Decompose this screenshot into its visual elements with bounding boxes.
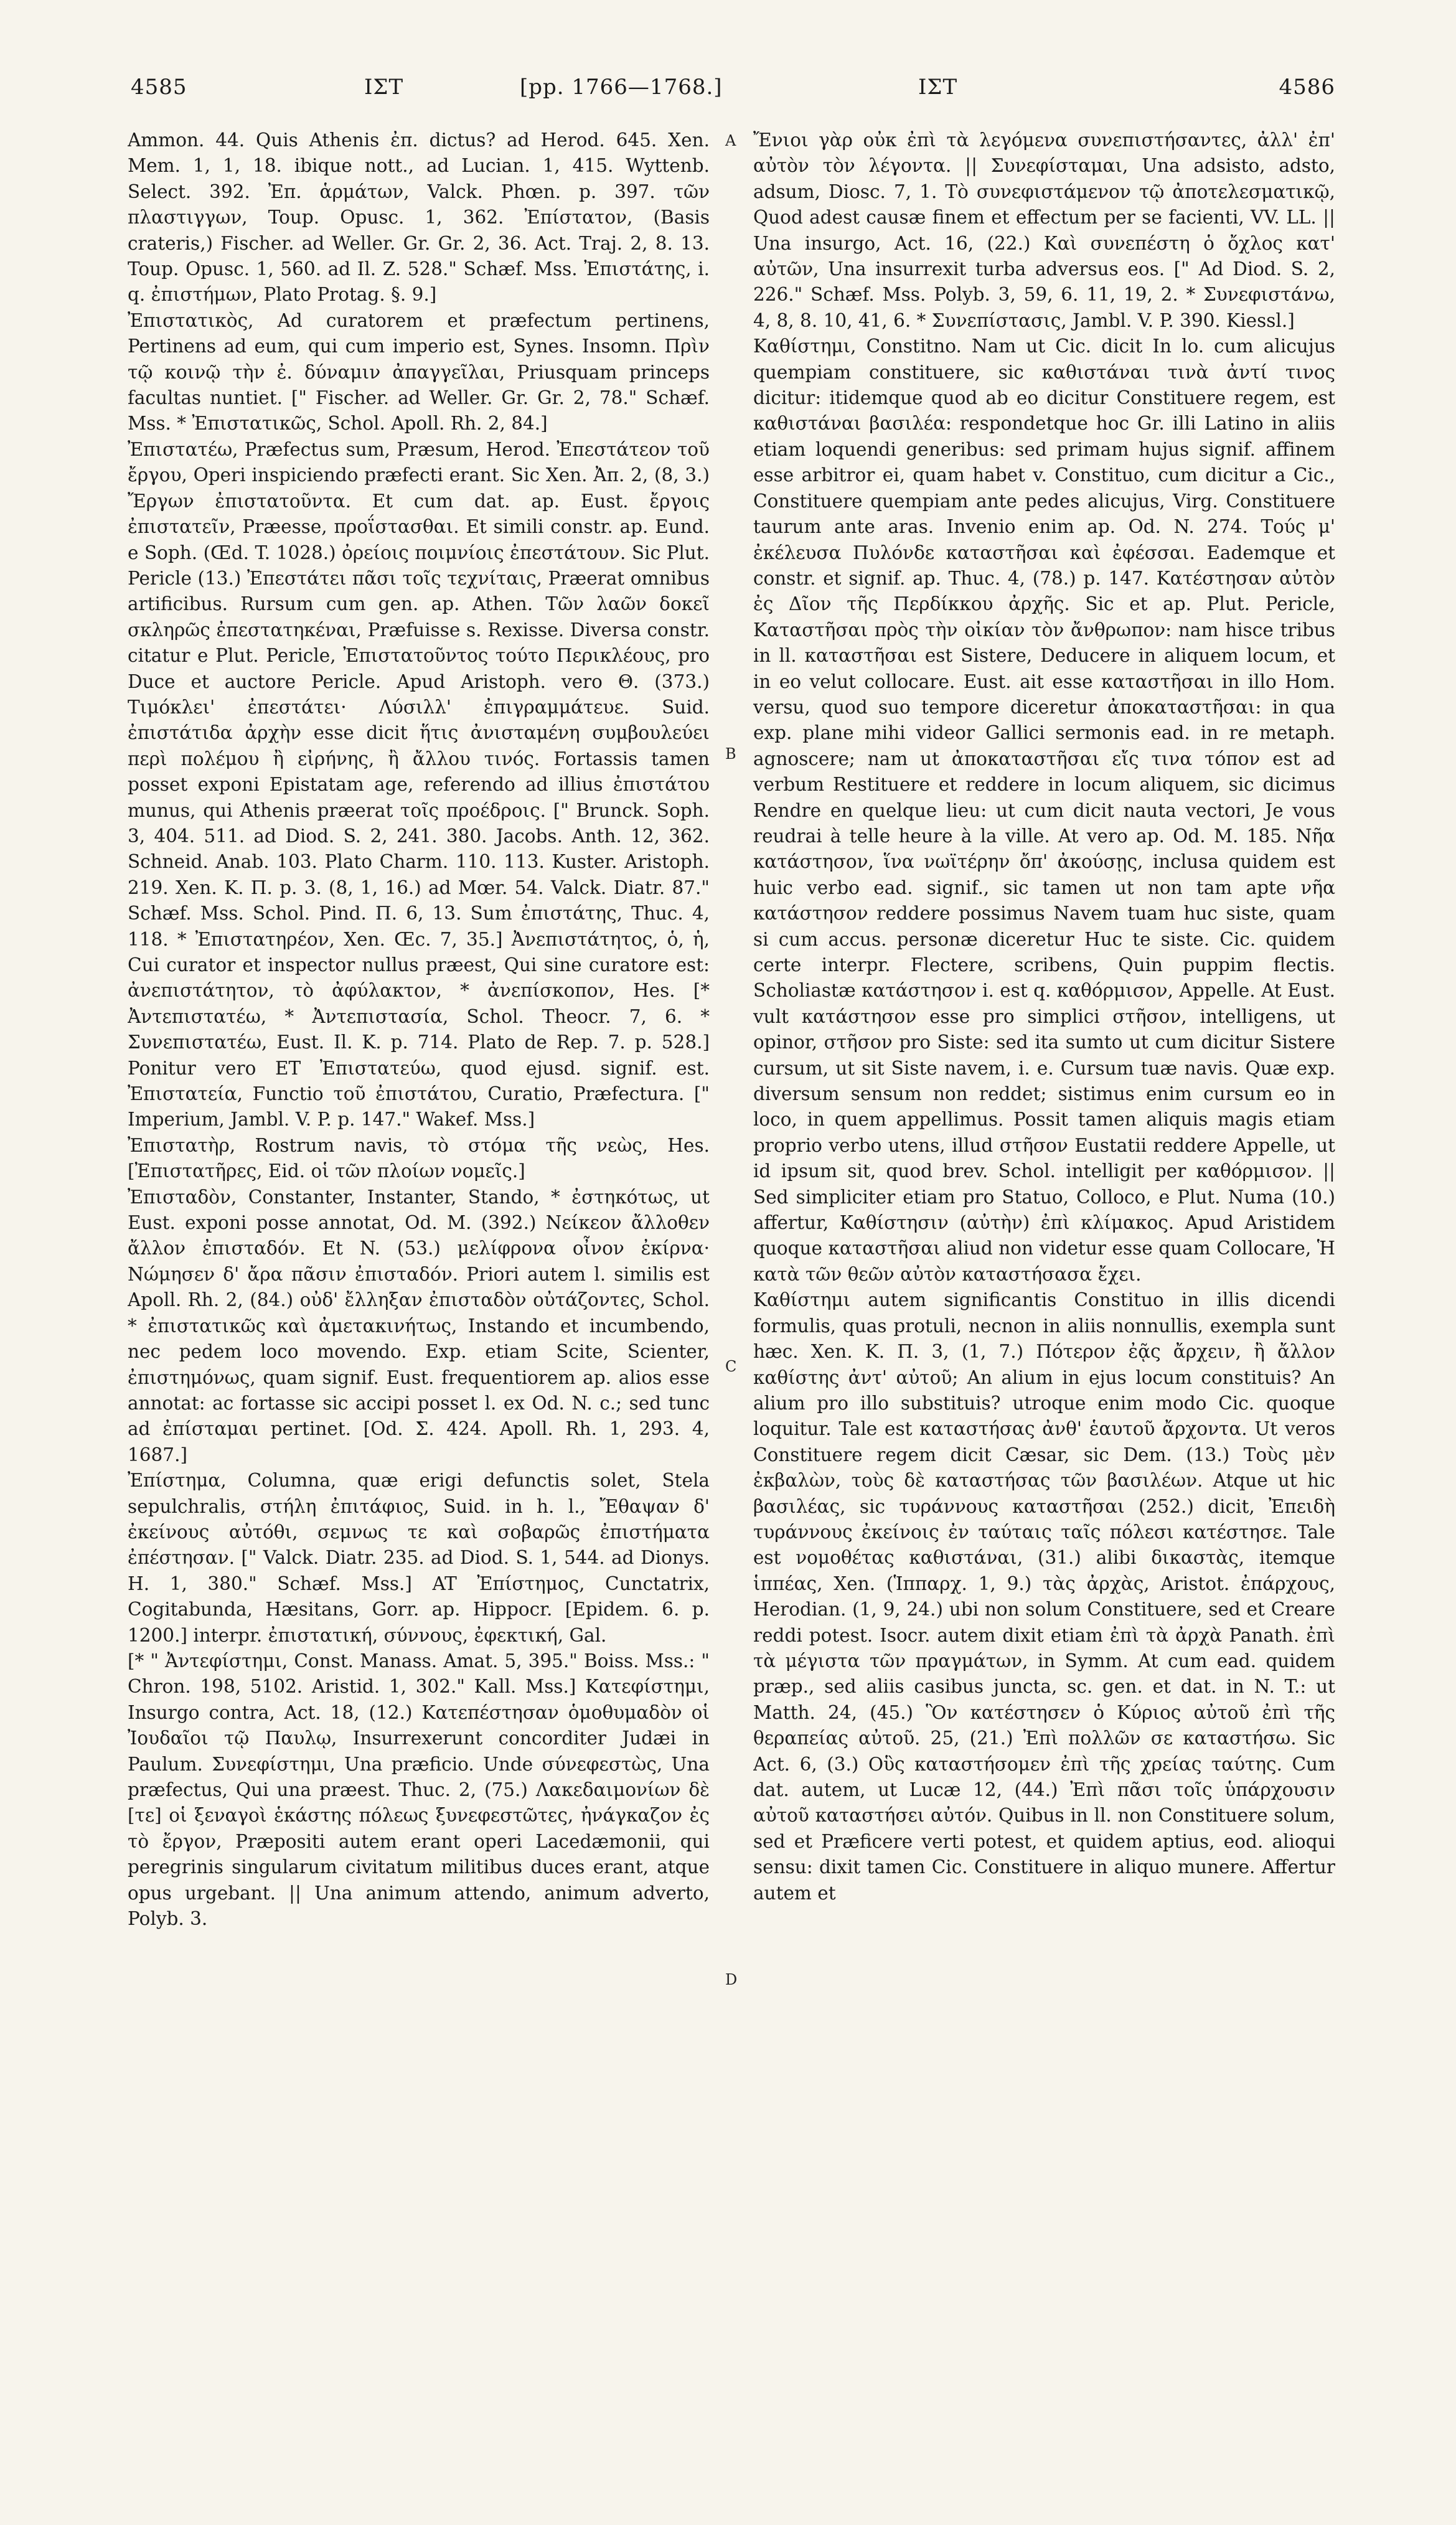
entry-paragraph: Ἐπίστημα, Columna, quæ erigi defunctis solet, Stela sepulchralis, στήλη ἐπιτάφιος, Suid. in h. l., Ἔθαψαν δ' ἐκείνους αὐτόθι, σεμνως τε καὶ σοβαρῶς ἐπιστήματα ἐπέστησαν. [" Valck. Diatr. 235. ad Diod. S. 1, 544. ad Dionys. H. 1, 380." Schæf. Mss.] AT Ἐπίστημος, Cunctatrix, Cogitabunda, Hæsitans, Gorr. ap. Hippocr. [Epidem. 6. p. 1200.] interpr. ἐπιστατική, σύννους, ἐφεκτική, Gal.: [128, 1470, 710, 1646]
right-column: [753, 128, 1335, 2475]
left-page-number: 4585: [131, 75, 187, 100]
entry-paragraph: Ἔνιοι γὰρ οὐκ ἐπὶ τὰ λεγόμενα συνεπιστήσαντες, ἀλλ' ἐπ' αὐτὸν τὸν λέγοντα. || Συνεφίσταμαι, Una adsisto, adsto, adsum, Diosc. 7, 1. Τὸ συνεφιστάμενον τῷ ἀποτελεσματικῷ, Quod adest causæ finem et effectum per se facienti, VV. LL. || Una insurgo, Act. 16, (22.) Καὶ συνεπέστη ὁ ὄχλος κατ' αὐτῶν, Una insurrexit turba adversus eos. [" Ad Diod. S. 2, 226." Schæf. Mss. Polyb. 3, 59, 6. 11, 19, 2. * Συνεφιστάνω, 4, 8, 8. 10, 41, 6. * Συνεπίστασις, Jambl. V. P. 390. Kiessl.]: [753, 129, 1335, 331]
entry-paragraph: Ammon. 44. Quis Athenis ἐπ. dictus? ad Herod. 645. Xen. Mem. 1, 1, 18. ibique nott., ad Lucian. 1, 415. Wyttenb. Select. 392. Ἐπ. ἁρμάτων, Valck. Phœn. p. 397. τῶν πλαστιγγων, Toup. Opusc. 1, 362. Ἐπίστατον, (Basis crateris,) Fischer. ad Weller. Gr. Gr. 2, 36. Act. Traj. 2, 8. 13. Toup. Opusc. 1, 560. ad Il. Z. 528." Schæf. Mss. Ἐπιστάτης, i. q. ἐπιστήμων, Plato Protag. §. 9.]: [128, 129, 710, 306]
entry-paragraph: Καθίστημι autem significantis Constituo in illis dicendi formulis, quas protuli, necnon in aliis nonnullis, exempla sunt hæc. Xen. K. Π. 3, (1, 7.) Πότερον ἐᾷς ἄρχειν, ἢ ἄλλον καθίστης ἀντ' αὐτοῦ; An alium in ejus locum constituis? An alium pro illo substituis? utroque enim modo Cic. quoque loquitur. Tale est καταστήσας ἀνθ' ἑαυτοῦ ἄρχοντα. Ut veros Constituere regem dicit Cæsar, sic Dem. (13.) Τοὺς μὲν ἐκβαλὼν, τοὺς δὲ καταστήσας τῶν βασιλέων. Atque ut hic βασιλέας, sic τυράννους καταστῆσαι (252.) dicit, Ἐπειδὴ τυράννους ἐκείνοις ἐν ταύταις ταῖς πόλεσι κατέστησε. Tale est νομοθέτας καθιστάναι, (31.) alibi δικαστὰς, itemque ἱππέας, Xen. (Ἱππαρχ. 1, 9.) τὰς ἀρχὰς, Aristot. ἐπάρχους, Herodian. (1, 9, 24.) ubi non solum Constituere, sed et Creare reddi potest. Isocr. autem dixit etiam ἐπὶ τὰ ἀρχὰ Panath. ἐπὶ τὰ μέγιστα τῶν πραγμάτων, in Symm. At cum ead. quidem præp., sed aliis casibus juncta, sc. gen. et dat. in N. T.: ut Matth. 24, (45.) Ὃν κατέστησεν ὁ Κύριος αὐτοῦ ἐπὶ τῆς θεραπείας αὐτοῦ. 25, (21.) Ἐπὶ πολλῶν σε καταστήσω. Sic Act. 6, (3.) Οὓς καταστήσομεν ἐπὶ τῆς χρείας ταύτης. Cum dat. autem, ut Lucæ 12, (44.) Ἐπὶ πᾶσι τοῖς ὑπάρχουσιν αὐτοῦ καταστήσει αὐτόν. Quibus in ll. non Constituere solum, sed et Præficere verti potest, et quidem aptius, eod. alioqui sensu: dixit tamen Cic. Constituere in aliquo munere. Affertur autem et: [753, 1289, 1335, 1904]
left-column: [128, 128, 710, 2475]
section-marker-d: D: [725, 1971, 738, 1988]
entry-paragraph: Ἐπιστατὴρ, Rostrum navis, τὸ στόμα τῆς νεὼς, Hes. [Ἐπιστατῆρες, Eid. οἱ τῶν πλοίων νομεῖς.]: [128, 1134, 710, 1182]
entry-paragraph: Ἐπιστατικὸς, Ad curatorem et præfectum pertinens, Pertinens ad eum, qui cum imperio est, Synes. Insomn. Πρὶν τῷ κοινῷ τὴν ἐ. δύναμιν ἀπαγγεῖλαι, Priusquam princeps facultas nuntiet. [" Fischer. ad Weller. Gr. Gr. 2, 78." Schæf. Mss. * Ἐπιστατικῶς, Schol. Apoll. Rh. 2, 84.]: [128, 309, 710, 435]
running-header: [131, 75, 1335, 112]
section-marker-b: B: [725, 745, 736, 763]
entry-paragraph: Ἐπιστατέω, Præfectus sum, Præsum, Herod. Ἐπεστάτεον τοῦ ἔργου, Operi inspiciendo præfecti erant. Sic Xen. Ἀπ. 2, (8, 3.) Ἔργων ἐπιστατοῦντα. Et cum dat. ap. Eust. ἔργοις ἐπιστατεῖν, Præesse, προΐστασθαι. Et simili constr. ap. Eund. e Soph. (Œd. T. 1028.) ὀρείοις ποιμνίοις ἐπεστάτουν. Sic Plut. Pericle (13.) Ἐπεστάτει πᾶσι τοῖς τεχνίταις, Præerat omnibus artificibus. Rursum cum gen. ap. Athen. Τῶν λαῶν δοκεῖ σκληρῶς ἐπεστατηκέναι, Præfuisse s. Rexisse. Diversa constr. citatur e Plut. Pericle, Ἐπιστατοῦντος τούτο Περικλέους, pro Duce et auctore Pericle. Apud Aristoph. vero Θ. (373.) Τιμόκλει' ἐπεστάτει· Λύσιλλ' ἐπιγραμμάτευε. Suid. ἐπιστάτιδα ἀρχὴν esse dicit ἥτις ἀνισταμένη συμβουλεύει περὶ πολέμου ἢ εἰρήνης, ἢ ἄλλου τινός. Fortassis tamen posset exponi Epistatam age, referendo ad illius ἐπιστάτου munus, qui Athenis præerat τοῖς προέδροις. [" Brunck. Soph. 3, 404. 511. ad Diod. S. 2, 241. 380. Jacobs. Anth. 12, 362. Schneid. Anab. 103. Plato Charm. 110. 113. Kuster. Aristoph. 219. Xen. K. Π. p. 3. (8, 1, 16.) ad Mœr. 54. Valck. Diatr. 87." Schæf. Mss. Schol. Pind. Π. 6, 13. Sum ἐπιστάτης, Thuc. 4, 118. * Ἐπιστατηρέον, Xen. Œc. 7, 35.] Ἀνεπιστάτητος, ὁ, ἡ, Cui curator et inspector nullus præest, Qui sine curatore est: ἀνεπιστάτητον, τὸ ἀφύλακτον, * ἀνεπίσκοπον, Hes. [* Ἀντεπιστατέω, * Ἀντεπιστασία, Schol. Theocr. 7, 6. * Συνεπιστατέω, Eust. Il. K. p. 714. Plato de Rep. 7. p. 528.] Ponitur vero ET Ἐπιστατεύω, quod ejusd. signif. est. Ἐπιστατεία, Functio τοῦ ἐπιστάτου, Curatio, Præfectura. [" Imperium, Jambl. V. P. p. 147." Wakef. Mss.]: [128, 438, 710, 1131]
section-marker-c: C: [725, 1358, 737, 1375]
section-marker-a: A: [725, 132, 736, 149]
entry-paragraph: Ἐπισταδὸν, Constanter, Instanter, Stando, * ἐστηκότως, ut Eust. exponi posse annotat, Od. M. (392.) Νείκεον ἄλλοθεν ἄλλον ἐπισταδόν. Et N. (53.) μελίφρονα οἶνον ἐκίρνα· Νώμησεν δ' ἄρα πᾶσιν ἐπισταδόν. Priori autem l. similis est Apoll. Rh. 2, (84.) οὐδ' ἔλληξαν ἐπισταδὸν οὐτάζοντες, Schol. * ἐπιστατικῶς καὶ ἀμετακινήτως, Instando et incumbendo, nec pedem loco movendo. Exp. etiam Scite, Scienter, ἐπιστημόνως, quam signif. Eust. frequentiorem ap. alios esse annotat: ac fortasse sic accipi posset l. ex Od. N. c.; sed tunc ad ἐπίσταμαι pertinet. [Od. Σ. 424. Apoll. Rh. 1, 293. 4, 1687.]: [128, 1186, 710, 1465]
entry-paragraph: Καθίστημι, Constitno. Nam ut Cic. dicit In lo. cum alicujus quempiam constituere, sic καθιστάναι τινὰ ἀντί τινος dicitur: itidemque quod ab eo dicitur Constituere regem, est καθιστάναι βασιλέα: respondetque hoc Gr. illi Latino in aliis etiam loquendi generibus: sed primam hujus signif. affinem esse arbitror ei, quam habet v. Constituo, cum dicitur a Cic., Constituere quempiam ante pedes alicujus, Virg. Constituere taurum ante aras. Invenio enim ap. Od. N. 274. Τούς μ' ἐκέλευσα Πυλόνδε καταστῆσαι καὶ ἐφέσσαι. Eademque et constr. et signif. ap. Thuc. 4, (78.) p. 147. Κατέστησαν αὐτὸν ἐς Δῖον τῆς Περδίκκου ἀρχῆς. Sic et ap. Plut. Pericle, Καταστῆσαι πρὸς τὴν οἰκίαν τὸν ἄνθρωπον: nam hisce tribus in ll. καταστῆσαι est Sistere, Deducere in aliquem locum, et in eo velut collocare. Eust. ait esse καταστῆσαι in illo Hom. versu, quod suo tempore diceretur ἀποκαταστῆσαι: in qua exp. plane mihi videor Gallici sermonis ead. in re metaph. agnoscere; nam ut ἀποκαταστῆσαι εἴς τινα τόπον est ad verbum Restituere et reddere in locum aliquem, sic dicimus Rendre en quelque lieu: ut cum dicit nauta vectori, Je vous reudrai à telle heure à la ville. At vero ap. Od. M. 185. Νῆα κατάστησον, ἵνα νωϊτέρην ὄπ' ἀκούσῃς, inclusa quidem est huic verbo ead. signif., sic tamen ut non tam apte νῆα κατάστησον reddere possimus Navem tuam huc siste, quam si cum accus. personæ diceretur Huc te siste. Cic. quidem certe interpr. Flectere, scribens, Quin puppim flectis. Scholiastæ κατάστησον i. est q. καθόρμισον, Appelle. At Eust. vult κατάστησον esse pro simplici στῆσον, intelligens, ut opinor, στῆσον pro Siste: sed ita sumto ut cum dicitur Sistere cursum, ut sit Siste navem, i. e. Cursum tuæ navis. Quæ exp. diversum sensum non reddet; sistimus enim cursum eo in loco, in quem appellimus. Possit tamen aliquis magis etiam proprio verbo utens, illud στῆσον Eustatii reddere Appelle, ut id ipsum sit, quod brev. Schol. intelligit per καθόρμισον. || Sed simpliciter etiam pro Statuo, Colloco, e Plut. Numa (10.) affertur, Καθίστησιν (αὐτὴν) ἐπὶ κλίμακος. Apud Aristidem quoque καταστῆσαι aliud non videtur esse quam Collocare, Ἡ κατὰ τῶν θεῶν αὐτὸν καταστήσασα ἔχει.: [753, 336, 1335, 1285]
left-headword: ΙΣΤ: [364, 75, 404, 100]
entry-paragraph: [* " Ἀντεφίστημι, Const. Manass. Amat. 5, 395." Boiss. Mss.: " Chron. 198, 5102. Aristid. 1, 302." Kall. Mss.] Κατεφίστημι, Insurgo contra, Act. 18, (12.) Κατεπέστησαν ὁμοθυμαδὸν οἱ Ἰουδαῖοι τῷ Παυλῳ, Insurrexerunt concorditer Judæi in Paulum. Συνεφίστημι, Una præficio. Unde σύνεφεστὼς, Una præfectus, Qui una præest. Thuc. 2, (75.) Λακεδαιμονίων δὲ [τε] οἱ ξεναγοὶ ἑκάστης πόλεως ξυνεφεστῶτες, ἠνάγκαζον ἐς τὸ ἔργον, Præpositi autem erant operi Lacedæmonii, qui peregrinis singularum civitatum militibus duces erant, atque opus urgebant. || Una animum attendo, animum adverto, Polyb. 3.: [128, 1650, 710, 1930]
right-page-number: 4586: [1279, 75, 1335, 100]
right-headword: ΙΣΤ: [918, 75, 958, 100]
page-range: [pp. 1766—1768.]: [520, 75, 723, 100]
